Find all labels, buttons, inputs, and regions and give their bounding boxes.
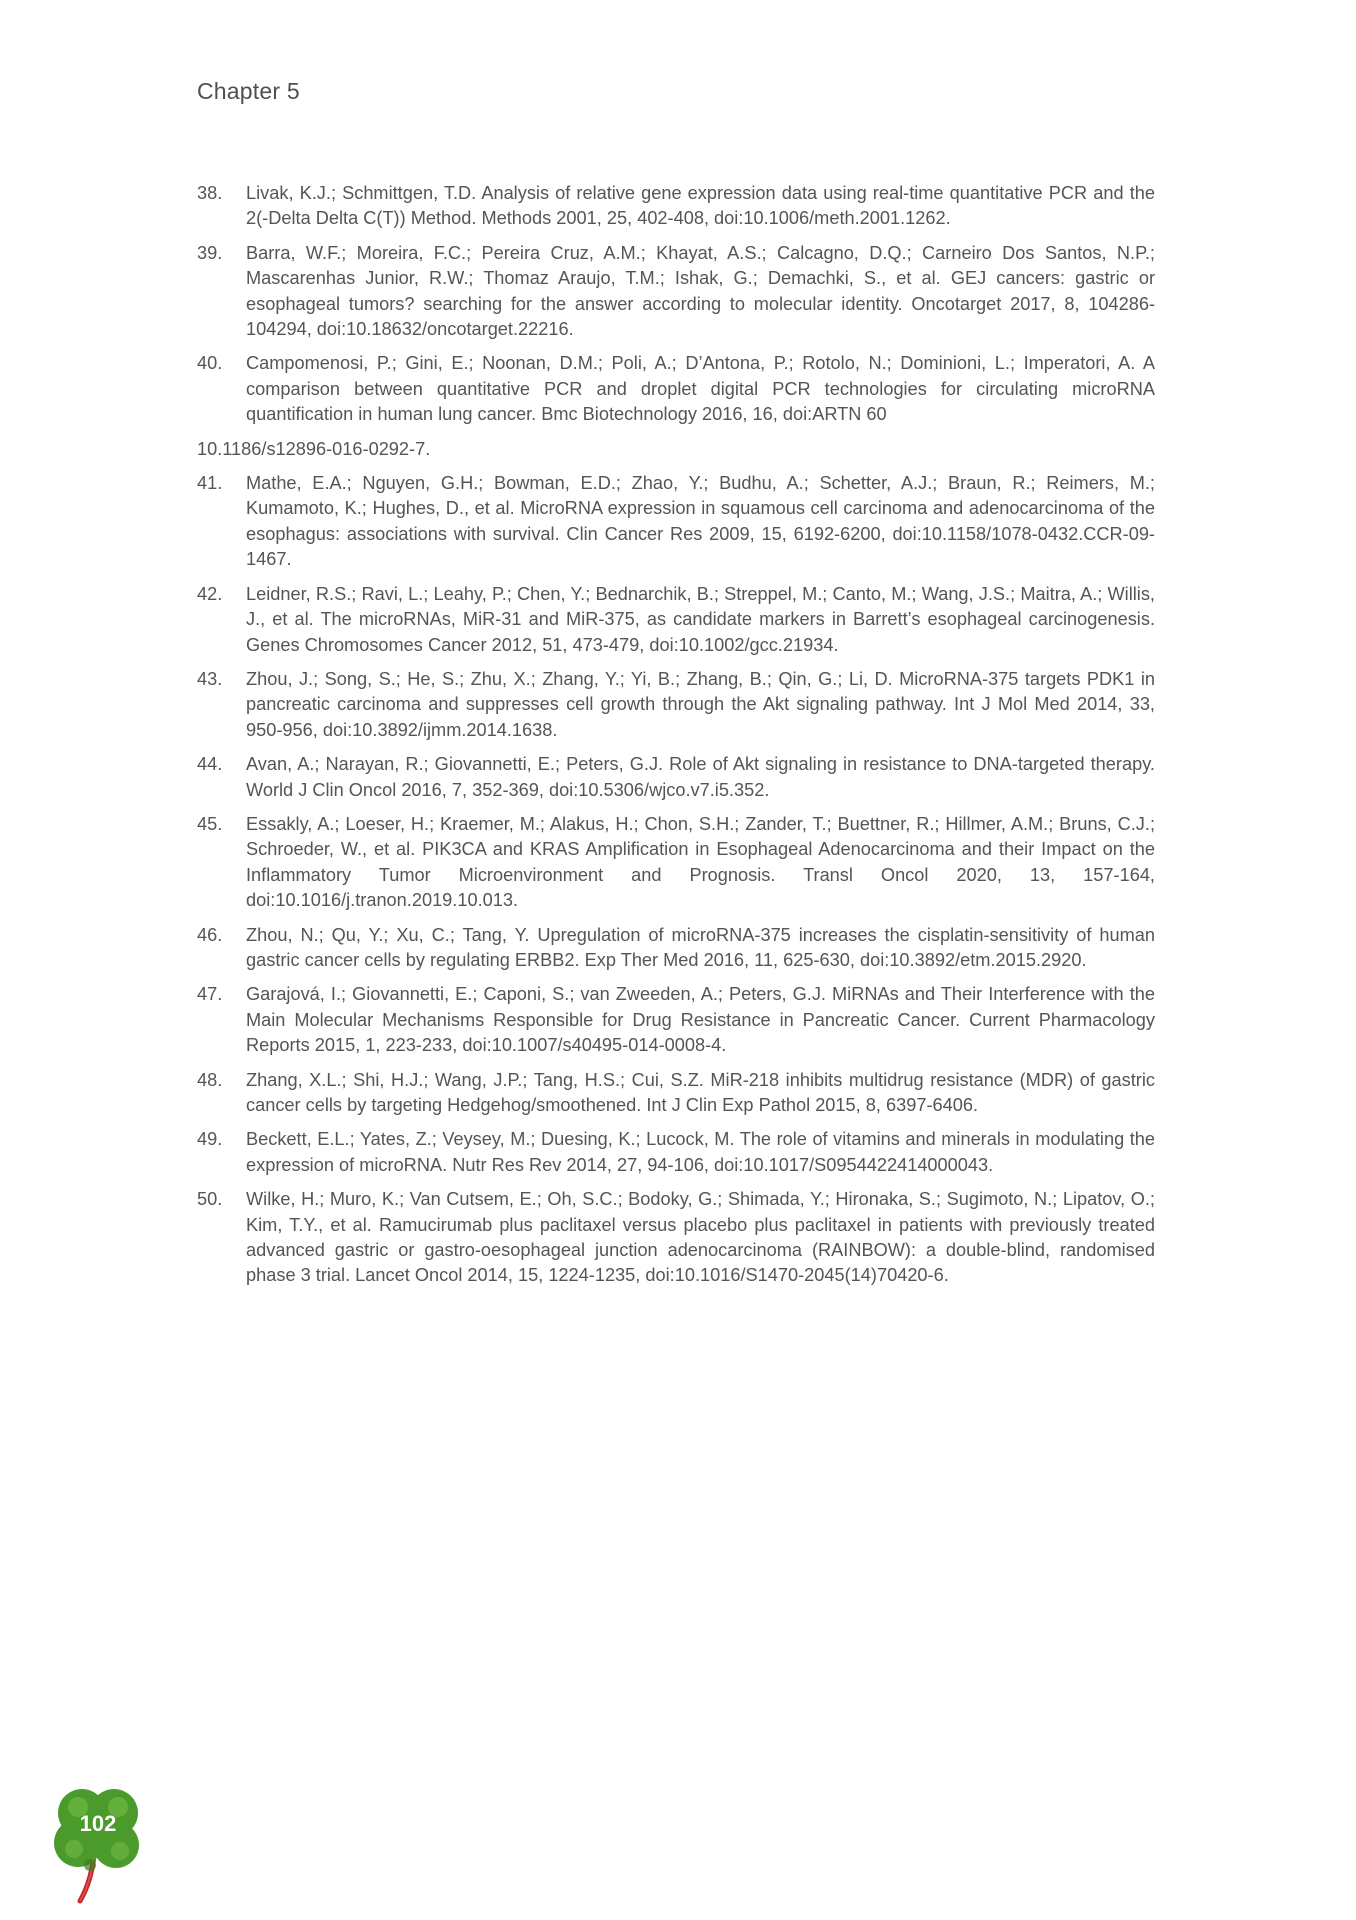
page-number-badge (50, 1785, 150, 1905)
reference-text: Beckett, E.L.; Yates, Z.; Veysey, M.; Duesing, K.; Lucock, M. The role of vitamins and minerals in modulating the expression of microRNA. Nutr Res Rev 2014, 27, 94-106, doi:10.1017/S0954422414000043. (246, 1129, 1155, 1175)
reference-number: 49. (197, 1129, 223, 1150)
reference-number: 45. (197, 813, 223, 834)
reference-text: Zhou, J.; Song, S.; He, S.; Zhu, X.; Zhang, Y.; Yi, B.; Zhang, B.; Qin, G.; Li, D. MicroRNA-375 targets PDK1 in pancreatic carcinoma and suppresses cell growth through the Akt signaling pathway. Int J Mol Med 2014, 33, 950-956, doi:10.3892/ijmm.2014.1638. (246, 668, 1155, 740)
reference-item (197, 241, 1155, 343)
reference-text: Campomenosi, P.; Gini, E.; Noonan, D.M.; Poli, A.; D’Antona, P.; Rotolo, N.; Dominioni, L.; Imperatori, A. A comparison between quantitative PCR and droplet digital PCR technologies for circulating microRNA quantification in human lung cancer. Bmc Biotechnology 2016, 16, doi:ARTN 60 (246, 353, 1155, 425)
reference-number: 40. (197, 353, 223, 374)
reference-text: Zhou, N.; Qu, Y.; Xu, C.; Tang, Y. Upregulation of microRNA-375 increases the cisplatin-sensitivity of human gastric cancer cells by regulating ERBB2. Exp Ther Med 2016, 11, 625-630, doi:10.3892/etm.2015.2920. (246, 924, 1155, 970)
reference-number: 50. (197, 1189, 223, 1210)
reference-number: 46. (197, 924, 223, 945)
page-number: 102 (79, 1811, 117, 1836)
reference-continuation (197, 437, 1155, 462)
reference-item (197, 923, 1155, 974)
reference-number: 47. (197, 984, 223, 1005)
reference-item (197, 812, 1155, 914)
reference-number: 41. (197, 473, 223, 494)
reference-item (197, 471, 1155, 573)
reference-item (197, 752, 1155, 803)
reference-text: Mathe, E.A.; Nguyen, G.H.; Bowman, E.D.; Zhao, Y.; Budhu, A.; Schetter, A.J.; Braun, R.; Reimers, M.; Kumamoto, K.; Hughes, D., et al. MicroRNA expression in squamous cell carcinoma and adenocarcinoma of the esophagus: associations with survival. Clin Cancer Res 2009, 15, 6192-6200, doi:10.1158/1078-0432.CCR-09-1467. (246, 473, 1155, 570)
reference-item (197, 351, 1155, 427)
reference-text: Avan, A.; Narayan, R.; Giovannetti, E.; Peters, G.J. Role of Akt signaling in resistance to DNA-targeted therapy. World J Clin Oncol 2016, 7, 352-369, doi:10.5306/wjco.v7.i5.352. (246, 754, 1155, 800)
reference-text: Garajová, I.; Giovannetti, E.; Caponi, S.; van Zweeden, A.; Peters, G.J. MiRNAs and Their Interference with the Main Molecular Mechanisms Responsible for Drug Resistance in Pancreatic Cancer. Current Pharmacology Reports 2015, 1, 223-233, doi:10.1007/s40495-014-0008-4. (246, 984, 1155, 1056)
reference-text: 10.1186/s12896-016-0292-7. (197, 438, 431, 459)
reference-text: Wilke, H.; Muro, K.; Van Cutsem, E.; Oh, S.C.; Bodoky, G.; Shimada, Y.; Hironaka, S.; Sugimoto, N.; Lipatov, O.; Kim, T.Y., et al. Ramucirumab plus paclitaxel versus placebo plus paclitaxel in patients with previously treated advanced gastric or gastro-oesophageal junction adenocarcinoma (RAINBOW): a double-blind, randomised phase 3 trial. Lancet Oncol 2014, 15, 1224-1235, doi:10.1016/S1470-2045(14)70420-6. (246, 1189, 1155, 1286)
chapter-header: Chapter 5 (197, 78, 300, 104)
reference-text: Barra, W.F.; Moreira, F.C.; Pereira Cruz, A.M.; Khayat, A.S.; Calcagno, D.Q.; Carneiro Dos Santos, N.P.; Mascarenhas Junior, R.W.; Thomaz Araujo, T.M.; Ishak, G.; Demachki, S., et al. GEJ cancers: gastric or esophageal tumors? searching for the answer according to molecular identity. Oncotarget 2017, 8, 104286-104294, doi:10.18632/oncotarget.22216. (246, 242, 1155, 340)
reference-list (197, 181, 1155, 1298)
reference-number: 44. (197, 754, 223, 775)
reference-item (197, 1127, 1155, 1178)
reference-item (197, 982, 1155, 1058)
reference-text: Zhang, X.L.; Shi, H.J.; Wang, J.P.; Tang, H.S.; Cui, S.Z. MiR-218 inhibits multidrug resistance (MDR) of gastric cancer cells by targeting Hedgehog/smoothened. Int J Clin Exp Pathol 2015, 8, 6397-6406. (246, 1069, 1155, 1115)
reference-number: 42. (197, 583, 223, 604)
reference-item (197, 1187, 1155, 1289)
reference-item (197, 667, 1155, 743)
reference-text: Leidner, R.S.; Ravi, L.; Leahy, P.; Chen, Y.; Bednarchik, B.; Streppel, M.; Canto, M.; Wang, J.S.; Maitra, A.; Willis, J., et al. The microRNAs, MiR-31 and MiR-375, as candidate markers in Barrett’s esophageal carcinogenesis. Genes Chromosomes Cancer 2012, 51, 473-479, doi:10.1002/gcc.21934. (246, 583, 1155, 655)
reference-item (197, 1068, 1155, 1119)
reference-number: 48. (197, 1069, 223, 1090)
reference-item (197, 582, 1155, 658)
reference-text: Essakly, A.; Loeser, H.; Kraemer, M.; Alakus, H.; Chon, S.H.; Zander, T.; Buettner, R.; Hillmer, A.M.; Bruns, C.J.; Schroeder, W., et al. PIK3CA and KRAS Amplification in Esophageal Adenocarcinoma and their Impact on the Inflammatory Tumor Microenvironment and Prognosis. Transl Oncol 2020, 13, 157-164, doi:10.1016/j.tranon.2019.10.013. (246, 813, 1155, 911)
reference-text: Livak, K.J.; Schmittgen, T.D. Analysis of relative gene expression data using real-time quantitative PCR and the 2(-Delta Delta C(T)) Method. Methods 2001, 25, 402-408, doi:10.1006/meth.2001.1262. (246, 183, 1155, 229)
reference-item (197, 181, 1155, 232)
reference-number: 43. (197, 668, 223, 689)
reference-number: 38. (197, 183, 223, 203)
clover-icon (50, 1785, 150, 1905)
reference-number: 39. (197, 242, 223, 263)
